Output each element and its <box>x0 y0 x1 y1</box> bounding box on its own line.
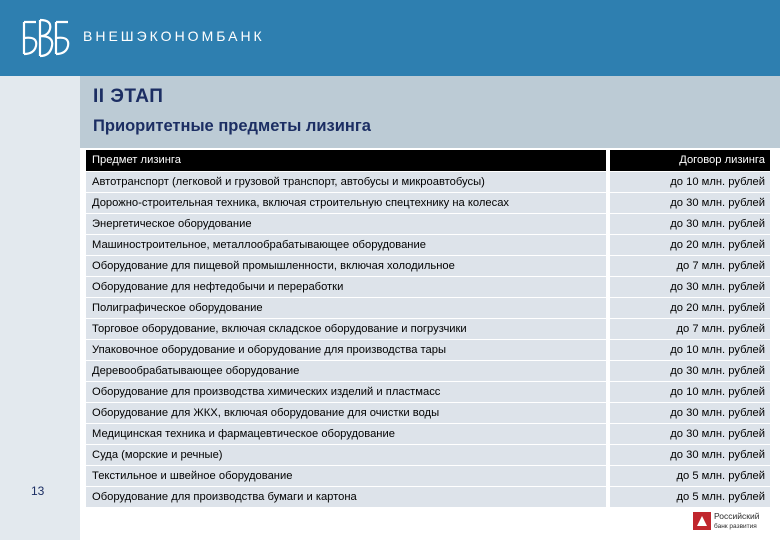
cell-amount: до 10 млн. рублей <box>610 382 770 402</box>
table-header-row <box>86 150 770 171</box>
cell-item: Автотранспорт (легковой и грузовой транспорт, автобусы и микроавтобусы) <box>86 172 606 192</box>
cell-item: Оборудование для производства химических изделий и пластмасс <box>86 382 606 402</box>
veb-monogram-icon <box>20 14 72 62</box>
cell-item: Оборудование для нефтедобычи и переработки <box>86 277 606 297</box>
header-bar <box>0 0 780 76</box>
table-row <box>86 276 770 297</box>
cell-amount: до 30 млн. рублей <box>610 361 770 381</box>
table-row <box>86 171 770 192</box>
cell-amount: до 20 млн. рублей <box>610 298 770 318</box>
cell-amount: до 30 млн. рублей <box>610 277 770 297</box>
cell-amount: до 10 млн. рублей <box>610 340 770 360</box>
cell-item: Медицинская техника и фармацевтическое оборудование <box>86 424 606 444</box>
footer-brand-line2: банк развития <box>714 523 757 530</box>
table-row <box>86 444 770 465</box>
cell-amount: до 20 млн. рублей <box>610 235 770 255</box>
column-header-amount: Договор лизинга <box>610 150 770 171</box>
cell-item: Деревообрабатывающее оборудование <box>86 361 606 381</box>
cell-amount: до 30 млн. рублей <box>610 445 770 465</box>
table-row <box>86 381 770 402</box>
footer-logo <box>693 510 777 538</box>
cell-amount: до 10 млн. рублей <box>610 172 770 192</box>
cell-item: Суда (морские и речные) <box>86 445 606 465</box>
rbr-logo-icon <box>693 512 711 530</box>
table-row <box>86 255 770 276</box>
footer-brand-line1: Российский <box>714 511 760 521</box>
cell-amount: до 5 млн. рублей <box>610 487 770 507</box>
table-row <box>86 465 770 486</box>
table-row <box>86 318 770 339</box>
cell-amount: до 30 млн. рублей <box>610 214 770 234</box>
leasing-table <box>86 150 770 507</box>
table-row <box>86 486 770 507</box>
table-row <box>86 297 770 318</box>
cell-amount: до 30 млн. рублей <box>610 403 770 423</box>
table-row <box>86 234 770 255</box>
left-band <box>0 76 80 540</box>
table-row <box>86 192 770 213</box>
cell-amount: до 7 млн. рублей <box>610 256 770 276</box>
cell-item: Энергетическое оборудование <box>86 214 606 234</box>
cell-item: Оборудование для пищевой промышленности, включая холодильное <box>86 256 606 276</box>
cell-item: Торговое оборудование, включая складское оборудование и погрузчики <box>86 319 606 339</box>
cell-amount: до 7 млн. рублей <box>610 319 770 339</box>
cell-item: Упаковочное оборудование и оборудование для производства тары <box>86 340 606 360</box>
title-area <box>80 76 780 148</box>
column-header-item: Предмет лизинга <box>86 150 606 171</box>
table-row <box>86 402 770 423</box>
table-row <box>86 339 770 360</box>
brand-name: ВНЕШЭКОНОМБАНК <box>83 28 265 44</box>
cell-item: Оборудование для ЖКХ, включая оборудование для очистки воды <box>86 403 606 423</box>
page-subtitle: Приоритетные предметы лизинга <box>93 117 371 135</box>
table-row <box>86 360 770 381</box>
table-row <box>86 213 770 234</box>
cell-item: Текстильное и швейное оборудование <box>86 466 606 486</box>
cell-amount: до 30 млн. рублей <box>610 193 770 213</box>
page-number: 13 <box>31 484 45 498</box>
cell-item: Оборудование для производства бумаги и картона <box>86 487 606 507</box>
cell-item: Машиностроительное, металлообрабатывающее оборудование <box>86 235 606 255</box>
stage-title: II ЭТАП <box>93 86 164 107</box>
table-row <box>86 423 770 444</box>
cell-amount: до 5 млн. рублей <box>610 466 770 486</box>
cell-item: Полиграфическое оборудование <box>86 298 606 318</box>
cell-item: Дорожно-строительная техника, включая строительную спецтехнику на колесах <box>86 193 606 213</box>
cell-amount: до 30 млн. рублей <box>610 424 770 444</box>
